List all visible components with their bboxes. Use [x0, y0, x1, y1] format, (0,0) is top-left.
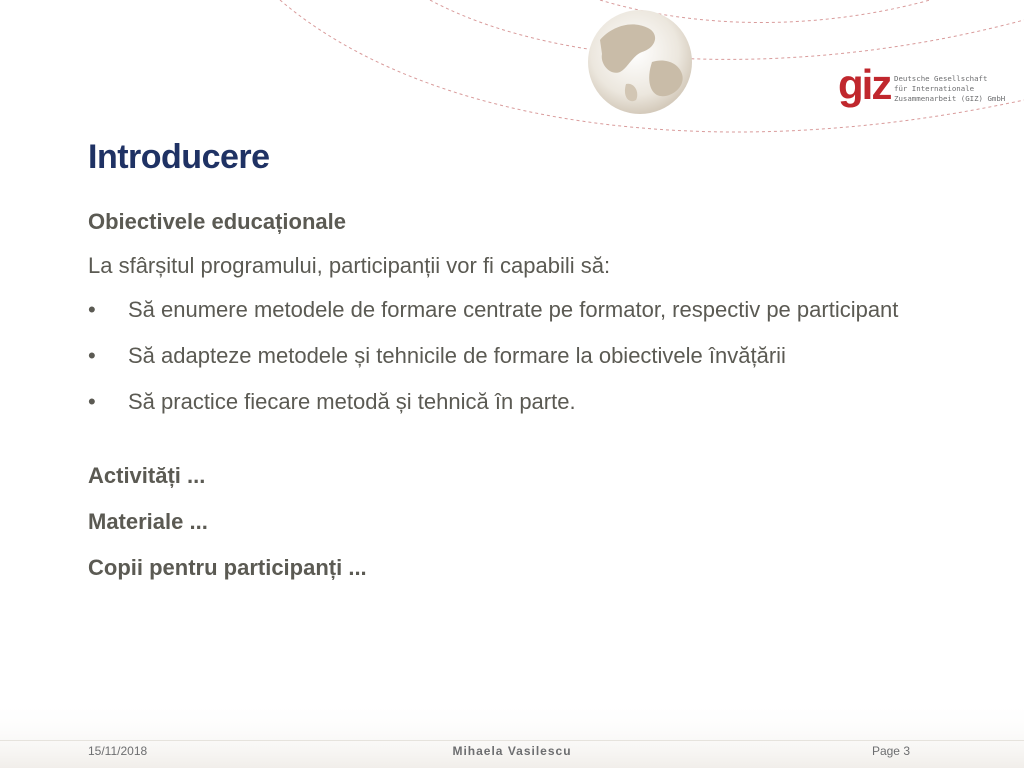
list-item [88, 388, 928, 415]
materials-heading: Materiale ... [88, 509, 208, 534]
giz-logo [838, 61, 1006, 112]
logo-line-3: Zusammenarbeit (GIZ) GmbH [894, 94, 1006, 103]
list-item-text: Să enumere metodele de formare centrate pe formator, respectiv pe participant [128, 297, 899, 322]
globe-icon [588, 10, 692, 114]
logo-line-1: Deutsche Gesellschaft [894, 74, 988, 83]
slide-title: Introducere [88, 138, 270, 176]
footer-date: 15/11/2018 [88, 744, 148, 758]
slide-content [88, 208, 928, 600]
list-item [88, 342, 928, 369]
bullet-icon: • [88, 297, 96, 322]
logo-line-2: für Internationale [894, 84, 975, 93]
list-item-text: Să adapteze metodele și tehnicile de formare la obiectivele învățării [128, 343, 786, 368]
bullet-icon: • [88, 343, 96, 368]
logo-text [894, 74, 1005, 104]
section-items [88, 462, 928, 581]
activities-heading: Activități ... [88, 463, 206, 488]
list-item [88, 296, 928, 323]
objectives-heading: Obiectivele educaționale [88, 209, 346, 234]
logo-mark: giz [838, 61, 891, 108]
bullet-icon: • [88, 389, 96, 414]
footer-author: Mihaela Vasilescu [452, 744, 572, 758]
footer-divider [0, 740, 1024, 741]
footer-page-number: Page 3 [871, 744, 910, 758]
list-item-text: Să practice fiecare metodă și tehnică în parte. [128, 389, 576, 414]
handouts-heading: Copii pentru participanți ... [88, 555, 367, 580]
objectives-list [88, 296, 928, 415]
intro-text: La sfârșitul programului, participanții vor fi capabili să: [88, 253, 611, 278]
